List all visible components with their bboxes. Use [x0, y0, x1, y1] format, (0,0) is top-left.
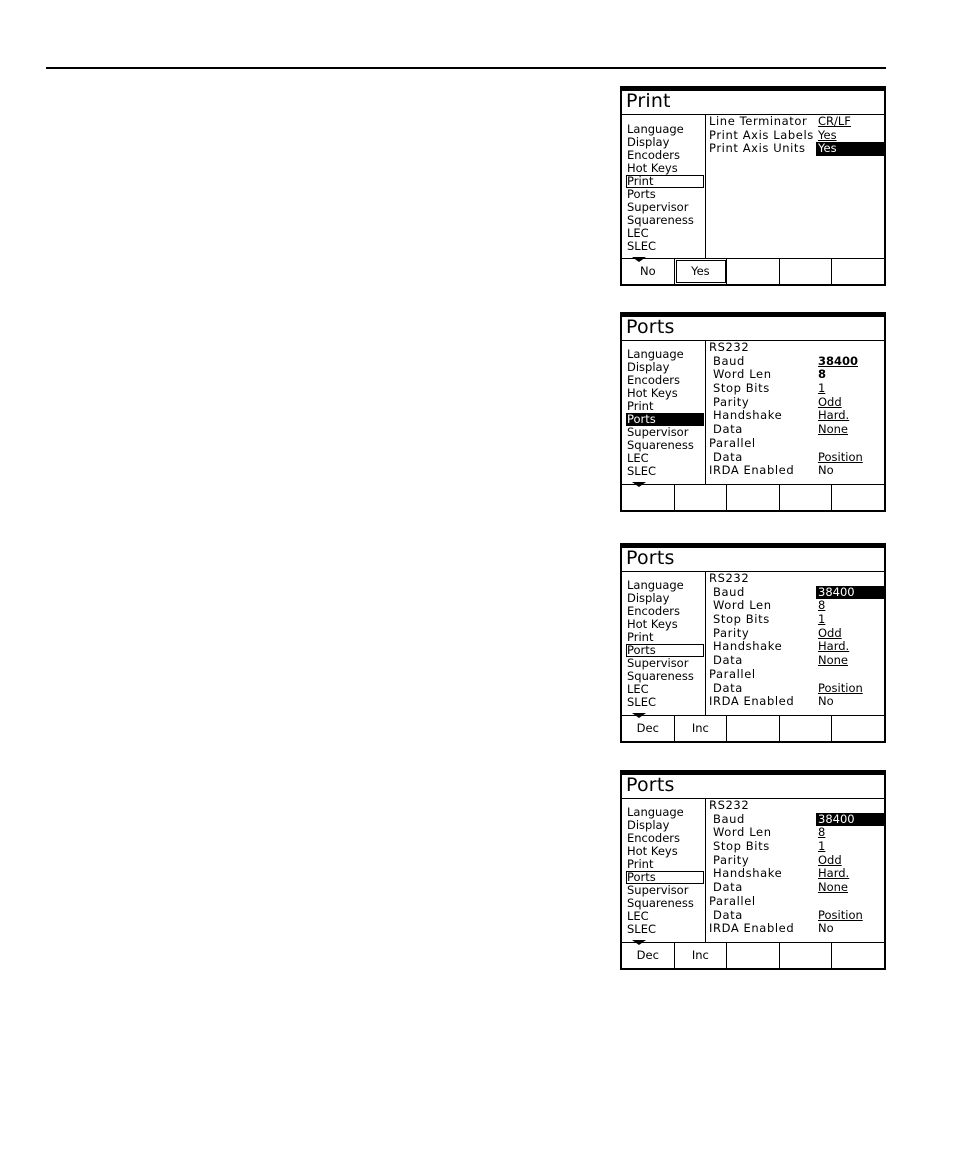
menu-item-display[interactable]: Display: [627, 135, 670, 149]
softkey-3[interactable]: [727, 259, 780, 284]
softkey-bar: [622, 942, 884, 968]
rs232-section-label: RS232: [709, 798, 750, 812]
rs232-data-value[interactable]: None: [818, 880, 849, 895]
ports-baud-edit-screen: [620, 543, 886, 743]
setting-row: [709, 867, 882, 881]
setup-menu: [626, 123, 704, 262]
handshake-value[interactable]: Hard.: [818, 639, 850, 654]
rs232-data-value[interactable]: None: [818, 422, 849, 437]
menu-item-ports[interactable]: Ports: [626, 644, 704, 657]
section-row: [709, 341, 882, 355]
menu-item-ports[interactable]: Ports: [626, 871, 704, 884]
section-row: [709, 437, 882, 451]
setting-row: [709, 599, 882, 613]
print-settings-screen: [620, 86, 886, 286]
setting-label: Parity: [713, 852, 750, 867]
setting-label: Baud: [713, 353, 745, 368]
softkey-3[interactable]: [727, 485, 780, 510]
section-row: [709, 572, 882, 586]
menu-item-lec[interactable]: LEC: [627, 909, 649, 923]
parallel-data-value[interactable]: Position: [818, 449, 863, 464]
setting-row: [709, 854, 882, 868]
setting-row: [709, 881, 882, 895]
setting-label: IRDA Enabled: [709, 694, 795, 709]
ports-settings-screen: [620, 312, 886, 512]
parallel-section-label: Parallel: [709, 893, 756, 908]
parallel-section-label: Parallel: [709, 435, 756, 450]
setting-row: [709, 654, 882, 668]
menu-item-slec[interactable]: SLEC: [627, 922, 657, 936]
setting-label: Word Len: [713, 825, 772, 840]
menu-item-hot-keys[interactable]: Hot Keys: [627, 617, 678, 631]
parallel-data-value[interactable]: Position: [818, 907, 863, 922]
menu-item-lec[interactable]: LEC: [627, 226, 649, 240]
menu-item-encoders[interactable]: Encoders: [627, 604, 681, 618]
settings-panel: [709, 799, 882, 936]
softkey-5[interactable]: [832, 485, 884, 510]
menu-item-hot-keys[interactable]: Hot Keys: [627, 386, 678, 400]
softkey-2[interactable]: Inc: [675, 943, 728, 968]
parity-value[interactable]: Odd: [818, 852, 842, 867]
setting-row: [709, 129, 882, 143]
setting-label: Handshake: [713, 408, 783, 423]
softkey-1[interactable]: Dec: [622, 943, 675, 968]
rs232-section-label: RS232: [709, 340, 750, 354]
setting-label: Parity: [713, 394, 750, 409]
setting-row: [709, 423, 882, 437]
irda-enabled-value[interactable]: No: [818, 463, 834, 478]
softkey-3[interactable]: [727, 716, 780, 741]
menu-item-squareness[interactable]: Squareness: [627, 213, 694, 227]
section-row: [709, 895, 882, 909]
menu-item-language[interactable]: Language: [627, 122, 684, 136]
setting-label: Data: [713, 680, 743, 695]
setting-label: Print Axis Units: [709, 141, 806, 156]
setting-label: Data: [713, 653, 743, 668]
stop-bits-value[interactable]: 1: [818, 612, 826, 627]
setting-row: [709, 627, 882, 641]
setting-label: Parity: [713, 625, 750, 640]
setting-label: Handshake: [713, 639, 783, 654]
setting-row: [709, 840, 882, 854]
menu-item-hot-keys[interactable]: Hot Keys: [627, 161, 678, 175]
settings-panel: [709, 341, 882, 478]
parity-value[interactable]: Odd: [818, 394, 842, 409]
ports-baud-edit-screen: [620, 770, 886, 970]
irda-enabled-value[interactable]: No: [818, 694, 834, 709]
setting-label: IRDA Enabled: [709, 463, 795, 478]
menu-item-squareness[interactable]: Squareness: [627, 438, 694, 452]
setting-label: Handshake: [713, 866, 783, 881]
panel-divider: [705, 115, 706, 258]
handshake-value[interactable]: Hard.: [818, 408, 850, 423]
stop-bits-value[interactable]: 1: [818, 839, 826, 854]
menu-item-slec[interactable]: SLEC: [627, 464, 657, 478]
setting-row: [709, 409, 882, 423]
rs232-section-label: RS232: [709, 571, 750, 585]
setting-label: Stop Bits: [713, 839, 770, 854]
parity-value[interactable]: Odd: [818, 625, 842, 640]
menu-item-hot-keys[interactable]: Hot Keys: [627, 844, 678, 858]
setting-label: Baud: [713, 811, 745, 826]
setting-label: Stop Bits: [713, 381, 770, 396]
word-len-value[interactable]: 8: [818, 825, 826, 840]
softkey-3[interactable]: [727, 943, 780, 968]
rs232-data-value[interactable]: None: [818, 653, 849, 668]
setting-row: [709, 451, 882, 465]
setting-label: IRDA Enabled: [709, 921, 795, 936]
softkey-5[interactable]: [832, 943, 884, 968]
softkey-2[interactable]: Yes: [675, 259, 728, 284]
panel-divider: [705, 572, 706, 715]
setting-row: [709, 613, 882, 627]
panel-divider: [705, 799, 706, 942]
menu-item-print[interactable]: Print: [626, 175, 704, 188]
screen-title: Ports: [626, 774, 675, 796]
softkey-1[interactable]: [622, 485, 675, 510]
settings-panel: [709, 115, 882, 156]
menu-item-encoders[interactable]: Encoders: [627, 831, 681, 845]
print-axis-labels-value[interactable]: Yes: [818, 127, 837, 142]
menu-item-language[interactable]: Language: [627, 347, 684, 361]
softkey-1[interactable]: Dec: [622, 716, 675, 741]
setting-label: Word Len: [713, 367, 772, 382]
softkey-4[interactable]: [780, 716, 833, 741]
menu-item-display[interactable]: Display: [627, 818, 670, 832]
menu-item-language[interactable]: Language: [627, 578, 684, 592]
menu-item-supervisor[interactable]: Supervisor: [627, 425, 689, 439]
setting-row: [709, 640, 882, 654]
softkey-5[interactable]: [832, 716, 884, 741]
menu-item-supervisor[interactable]: Supervisor: [627, 200, 689, 214]
irda-enabled-value[interactable]: No: [818, 921, 834, 936]
softkey-4[interactable]: [780, 259, 833, 284]
menu-item-ports[interactable]: Ports: [627, 187, 656, 201]
menu-item-squareness[interactable]: Squareness: [627, 669, 694, 683]
setting-label: Data: [713, 880, 743, 895]
baud-value[interactable]: 38400: [818, 353, 859, 368]
print-axis-units-value[interactable]: Yes: [816, 142, 884, 156]
line-terminator-value[interactable]: CR/LF: [818, 114, 851, 128]
setting-row: [709, 909, 882, 923]
menu-item-slec[interactable]: SLEC: [627, 695, 657, 709]
setting-row: [709, 368, 882, 382]
setting-row: [709, 115, 882, 129]
baud-value[interactable]: 38400: [816, 586, 884, 600]
section-row: [709, 668, 882, 682]
softkey-bar: [622, 484, 884, 510]
menu-item-lec[interactable]: LEC: [627, 682, 649, 696]
parallel-section-label: Parallel: [709, 666, 756, 681]
setup-menu: [626, 806, 704, 945]
softkey-4[interactable]: [780, 485, 833, 510]
screen-title: Print: [626, 90, 671, 112]
menu-item-encoders[interactable]: Encoders: [627, 148, 681, 162]
word-len-value[interactable]: 8: [818, 598, 826, 613]
setting-row: [709, 695, 882, 709]
setting-row: [709, 813, 882, 827]
setting-label: Stop Bits: [713, 612, 770, 627]
setting-label: Print Axis Labels: [709, 127, 814, 142]
parallel-data-value[interactable]: Position: [818, 680, 863, 695]
softkey-bar: [622, 715, 884, 741]
setting-row: [709, 396, 882, 410]
setting-label: Word Len: [713, 598, 772, 613]
setting-row: [709, 355, 882, 369]
menu-item-language[interactable]: Language: [627, 805, 684, 819]
stop-bits-value[interactable]: 1: [818, 381, 826, 396]
softkey-5[interactable]: [832, 259, 884, 284]
softkey-2[interactable]: Inc: [675, 716, 728, 741]
settings-panel: [709, 572, 882, 709]
screen-title: Ports: [626, 316, 675, 338]
setting-row: [709, 682, 882, 696]
softkey-2[interactable]: [675, 485, 728, 510]
menu-item-supervisor[interactable]: Supervisor: [627, 656, 689, 670]
setting-label: Data: [713, 422, 743, 437]
menu-item-display[interactable]: Display: [627, 360, 670, 374]
panel-divider: [705, 341, 706, 484]
word-len-value[interactable]: 8: [818, 367, 827, 382]
setting-label: Baud: [713, 584, 745, 599]
menu-item-encoders[interactable]: Encoders: [627, 373, 681, 387]
setting-row: [709, 464, 882, 478]
softkey-1[interactable]: No: [622, 259, 675, 284]
softkey-4[interactable]: [780, 943, 833, 968]
menu-item-squareness[interactable]: Squareness: [627, 896, 694, 910]
menu-item-display[interactable]: Display: [627, 591, 670, 605]
menu-item-slec[interactable]: SLEC: [627, 239, 657, 253]
setting-row: [709, 826, 882, 840]
menu-item-ports[interactable]: Ports: [626, 413, 704, 426]
menu-item-print[interactable]: Print: [627, 630, 654, 644]
baud-value[interactable]: 38400: [816, 813, 884, 827]
softkey-bar: [622, 258, 884, 284]
section-row: [709, 799, 882, 813]
setting-label: Data: [713, 449, 743, 464]
menu-item-supervisor[interactable]: Supervisor: [627, 883, 689, 897]
screen-title: Ports: [626, 547, 675, 569]
setting-row: [709, 142, 882, 156]
header-rule: [46, 67, 886, 69]
setup-menu: [626, 348, 704, 487]
setting-label: Line Terminator: [709, 114, 808, 128]
menu-item-lec[interactable]: LEC: [627, 451, 649, 465]
setup-menu: [626, 579, 704, 718]
menu-item-print[interactable]: Print: [627, 399, 654, 413]
setting-label: Data: [713, 907, 743, 922]
menu-item-print[interactable]: Print: [627, 857, 654, 871]
setting-row: [709, 922, 882, 936]
handshake-value[interactable]: Hard.: [818, 866, 850, 881]
setting-row: [709, 382, 882, 396]
setting-row: [709, 586, 882, 600]
